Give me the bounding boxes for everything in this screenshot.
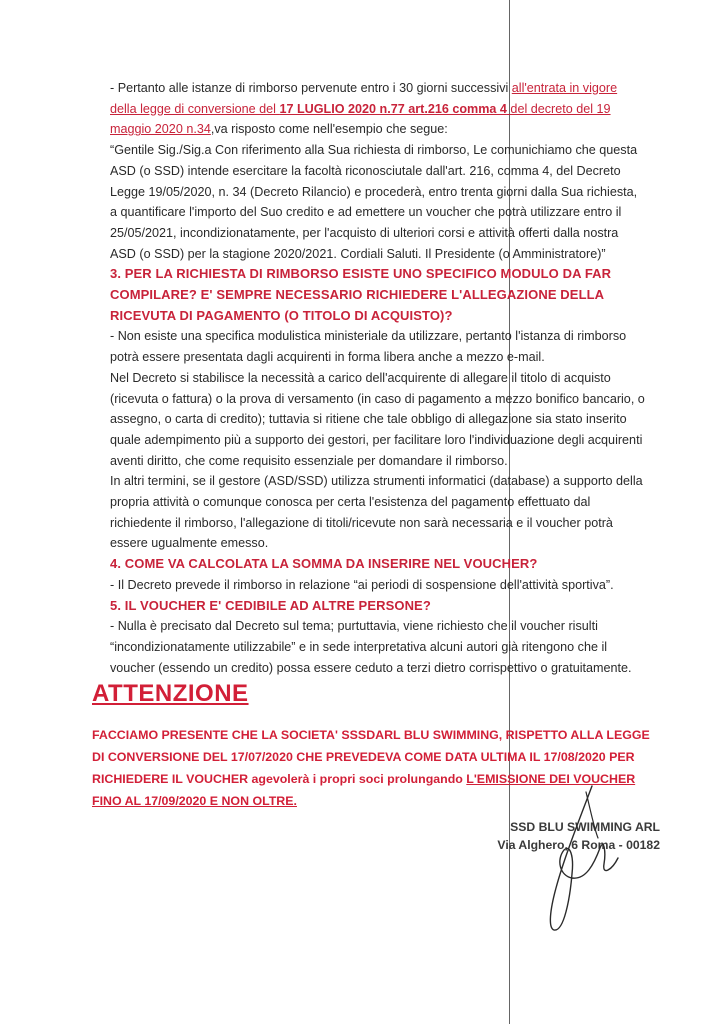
text-segment: FACCIAMO PRESENTE CHE LA SOCIETA' SSSDARL BLU SWIMMING, RISPETTO ALLA LEGGE DI CONVERSIONE DEL 17/07/2020 CHE PREVEDEVA COME DATA ULTIMA IL 17/08/2020 PER RICHIEDERE IL VOUCHER agevolerà i propri soci prolungando	[92, 728, 650, 786]
text-segment: - Pertanto alle istanze di rimborso pervenute entro i 30 giorni successivi	[110, 81, 512, 95]
text-segment: all'entrata in vigore della legge di conversione del	[110, 81, 618, 116]
handwritten-signature	[520, 778, 640, 938]
question-5-heading: 5. IL VOUCHER E' CEDIBILE AD ALTRE PERSONE?	[110, 597, 431, 613]
answer-5-paragraph: - Nulla è precisato dal Decreto sul tema; purtuttavia, viene richiesto che il voucher risulti “incondizionatamente utilizzabile” e in sede interpretativa alcuni autori già ritengono che il voucher (essendo un credito) possa essere ceduto a terzi dietro corrispettivo o gratuitamente.	[110, 619, 632, 675]
text-segment: del decreto del 19 maggio 2020 n.34	[110, 101, 611, 137]
attention-title: ATTENZIONE	[92, 680, 249, 707]
paragraph-reply-instruction	[110, 78, 645, 140]
answer-4-paragraph: - Il Decreto prevede il rimborso in relazione “ai periodi di sospensione dell'attività sportiva”.	[110, 577, 614, 592]
company-name: SSD BLU SWIMMING ARL	[510, 820, 660, 834]
text-segment: 17 LUGLIO 2020 n.77 art.216 comma 4	[279, 101, 507, 116]
company-address: Via Alghero, 6 Roma - 00182	[497, 838, 660, 852]
question-3-heading: 3. PER LA RICHIESTA DI RIMBORSO ESISTE UNO SPECIFICO MODULO DA FAR COMPILARE? E' SEMPRE NECESSARIO RICHIEDERE L'ALLEGAZIONE DELLA RICEVUTA DI PAGAMENTO (O TITOLO DI ACQUISTO)?	[110, 266, 612, 323]
question-4-heading: 4. COME VA CALCOLATA LA SOMMA DA INSERIRE NEL VOUCHER?	[110, 556, 538, 572]
answer-3-paragraph-3: In altri termini, se il gestore (ASD/SSD) utilizza strumenti informatici (database) a supporto della propria attività o comunque conosca per certa l'esistenza del pagamento effettuato dal richiedente il rimborso, l'allegazione di titoli/ricevute non sarà necessaria e il voucher potrà essere ugualmente emesso.	[110, 474, 643, 551]
answer-3-paragraph-2: Nel Decreto si stabilisce la necessità a carico dell'acquirente di allegare il titolo di acquisto (ricevuta o fattura) o la prova di versamento (in caso di pagamento a mezzo bonifico bancario, o assegno, o carta di credito); tuttavia si ritiene che tale obbligo di allegazione sia stato inserito quale adempimento più a supporto dei gestori, per facilitare loro l'individuazione degli acquirenti aventi diritto, che come requisito essenziale per domandare il rimborso.	[110, 370, 645, 468]
attention-underlined-text: L'EMISSIONE DEI VOUCHER FINO AL 17/09/2020 E NON OLTRE.	[92, 772, 636, 808]
text-segment: ,va risposto come nell'esempio che segue:	[210, 122, 448, 137]
answer-3-paragraph-1: - Non esiste una specifica modulistica ministeriale da utilizzare, pertanto l'istanza di rimborso potrà essere presentata dagli acquirenti in forma libera anche a mezzo e-mail.	[110, 329, 627, 365]
paragraph-example-letter: “Gentile Sig./Sig.a Con riferimento alla Sua richiesta di rimborso, Le comunichiamo che questa ASD (o SSD) intende esercitare la facoltà riconosciutale dall'art. 216, comma 4, del Decreto Legge 19/05/2020, n. 34 (Decreto Rilancio) e procederà, entro trenta giorni dalla Sua richiesta, a quantificare l'importo del Suo credito e ad emettere un voucher che potrà utilizzare entro il 25/05/2021, incondizionatamente, per l'acquisto di ulteriori corsi e attività offerti dalla nostra ASD (o SSD) per la stagione 2020/2021. Cordiali Saluti. Il Presidente (o Amministratore)”	[110, 143, 638, 261]
faq-content	[110, 78, 645, 678]
